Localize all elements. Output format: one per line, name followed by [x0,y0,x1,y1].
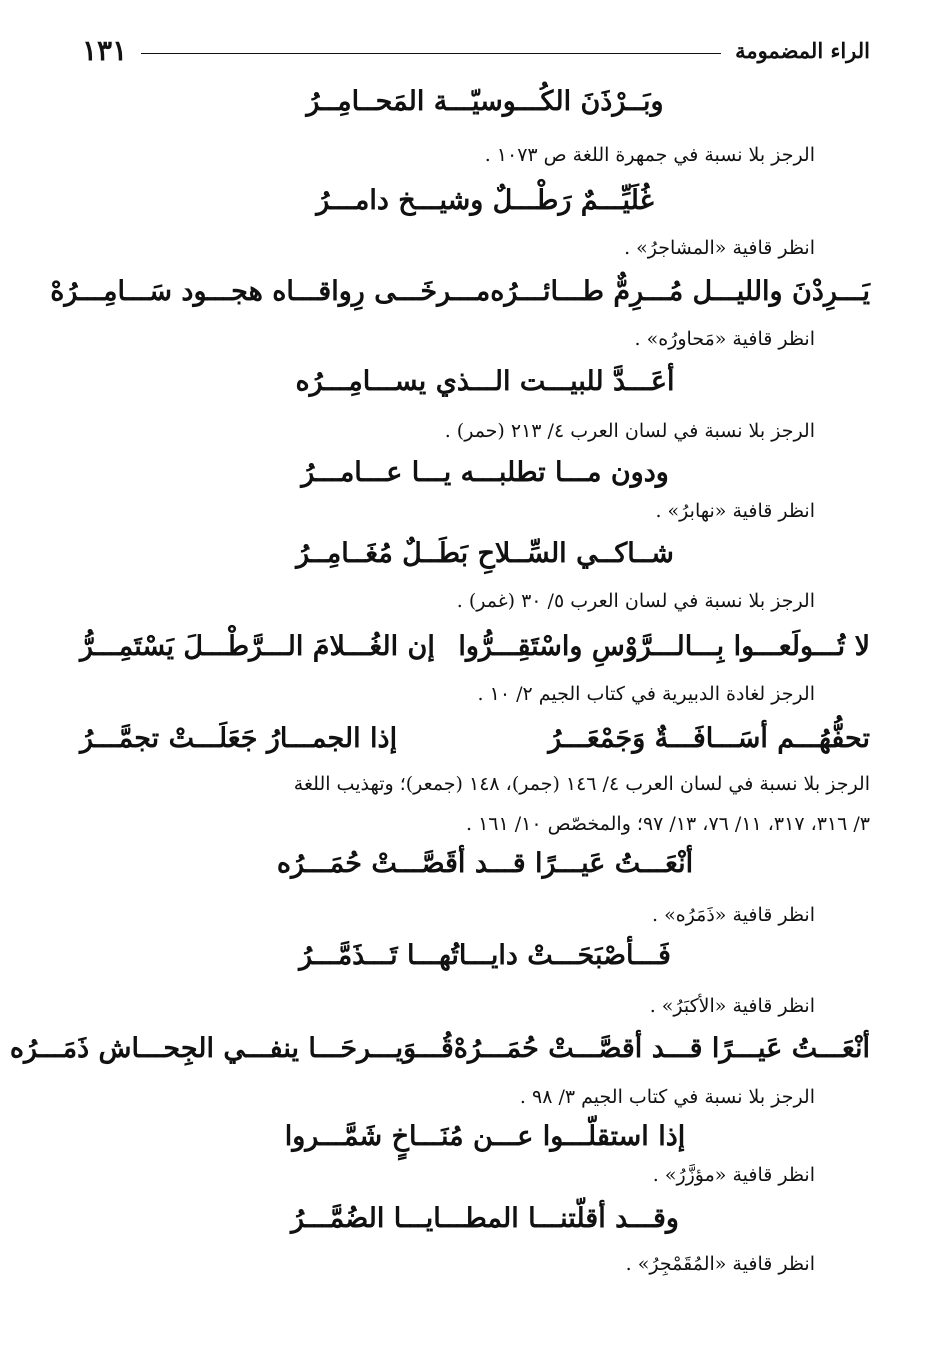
hemistich-left: مـــرخَـــى رِواقـــاه هجـــود سَـــامِـــرُهْ [50,276,491,307]
hemistich-right: تحفُّهُـــم أسَـــافَـــةٌ وَجَمْعَـــرُ [548,723,870,754]
hemistich-left: إن الغُـــلامَ الـــرَّطْـــلَ يَسْتَمِـــرُّ [80,631,435,662]
couplet-line [80,631,870,662]
hemistich-left: إذا الجمـــارُ جَعَلَـــتْ تجمَّـــرُ [80,723,398,754]
verse-line: شــاكــي السِّــلاحِ بَطَــلٌ مُغَــامِــرُ [296,538,674,569]
source-note: الرجز بلا نسبة في لسان العرب ٤/ ٢١٣ (حمر) . [444,420,815,442]
hemistich-left: قُـــوَيـــرحَـــا ينفـــي الجِحـــاش ذَمَـــرُه [9,1033,454,1064]
verse-line: غُلَيِّـــمٌ رَطْـــلٌ وشيـــخ دامـــرُ [316,185,654,216]
hemistich-right: أنْعَـــتُ عَيـــرًا قـــد أقصَّـــتْ حُمَـــرُهْ [453,1033,870,1064]
source-note: الرجز بلا نسبة في جمهرة اللغة ص ١٠٧٣ . [484,144,815,166]
source-note: الرجز لغادة الدبيرية في كتاب الجيم ٢/ ١٠ . [477,683,815,705]
source-note: انظر قافية «الأكبَرُ» . [649,995,815,1017]
hemistich-right: يَـــرِدْنَ والليـــل مُـــرِمٌّ طـــائـــرُه [490,276,870,307]
running-title: الراء المضمومة [735,37,870,63]
source-note: انظر قافية «نهابرُ» . [655,500,815,522]
verse-line: ودون مـــا تطلبـــه يـــا عـــامـــرُ [301,457,669,488]
verse-line: فَـــأصْبَحَـــتْ دايـــاتُهـــا تَـــذَمَّـــرُ [299,940,671,971]
page-header [82,30,870,70]
hemistich-right: لا تُـــولَعـــوا بِـــالـــرَّوْسِ واسْتَقِـــرُّوا [458,631,870,662]
source-note: ٣/ ٣١٦، ٣١٧، ١١/ ٧٦، ١٣/ ٩٧؛ والمخصّص ١٠/ ١٦١ . [466,813,870,835]
source-note: انظر قافية «مؤزَّرُ» . [652,1164,815,1186]
verse-line: إذا استقلّـــوا عـــن مُنَـــاخٍ شَمَّـــروا [284,1121,686,1152]
couplet-line [80,723,870,754]
verse-line: أنْعَـــتُ عَيـــرًا قـــد أقَصَّـــتْ حُمَـــرُه [276,848,694,879]
source-note: الرجز بلا نسبة في لسان العرب ٥/ ٣٠ (غمر) . [456,590,815,612]
source-note: انظر قافية «المُقَمْجِرُ» . [625,1253,815,1275]
header-rule [141,53,721,54]
couplet-line [50,276,870,307]
source-note: الرجز بلا نسبة في كتاب الجيم ٣/ ٩٨ . [519,1086,815,1108]
source-note: انظر قافية «المشاجرُ» . [624,237,815,259]
source-note: انظر قافية «مَحاورُه» . [634,328,815,350]
source-note: انظر قافية «ذَمَرُه» . [652,904,815,926]
verse-line: أعَـــدَّ للبيـــت الـــذي يســـامِـــرُه [295,366,675,397]
verse-line: وبَــرْذَنَ الكُـــوسيّـــة المَحــامِــرُ [306,86,664,117]
source-note: الرجز بلا نسبة في لسان العرب ٤/ ١٤٦ (جمر)، ١٤٨ (جمعر)؛ وتهذيب اللغة [293,773,870,795]
page-number: ١٣١ [82,33,128,67]
couplet-line [9,1033,870,1064]
verse-line: وقـــد أقلّتنـــا المطـــايـــا الضُمَّـــرُ [291,1203,679,1234]
